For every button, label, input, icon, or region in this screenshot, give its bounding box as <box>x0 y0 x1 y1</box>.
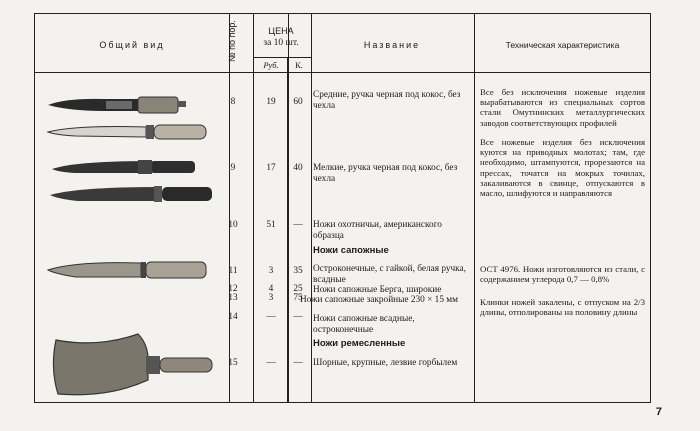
header-rub: Руб. <box>263 60 279 70</box>
header-price-sub: за 10 шт. <box>263 38 299 48</box>
header-price: ЦЕНА <box>268 26 294 36</box>
row-11-kop: 35 <box>293 266 303 276</box>
header-general-view: Общий вид <box>99 40 165 50</box>
row-13-number: 13 <box>228 293 238 303</box>
row-15-name: Шорные, крупные, лезвие горбылем <box>313 358 458 368</box>
row-14-number: 14 <box>228 312 238 322</box>
tech-block-4: Клинки ножей закалены, с отпуском на 2/3 длины, отполированы на половину длины <box>480 297 645 318</box>
section-shoe-knives: Ножи сапожные <box>313 245 389 256</box>
row-15-number: 15 <box>228 358 238 368</box>
row-12-name: Ножи сапожные Берга, широкие <box>313 285 442 295</box>
rub-kop-divider <box>253 57 254 72</box>
row-10-number: 10 <box>228 220 238 230</box>
row-9-name: Мелкие, ручка черная под кокос, без чехла <box>313 163 458 184</box>
row-15-rub: — <box>266 358 276 368</box>
price-subdivider <box>253 57 311 58</box>
row-13-kop: 75 <box>293 293 303 303</box>
row-8-rub: 19 <box>266 97 276 107</box>
row-8-name: Средние, ручка черная под кокос, без чехла <box>313 90 461 111</box>
row-9-kop: 40 <box>293 163 303 173</box>
row-14-rub: — <box>266 312 276 322</box>
row-11-rub: 3 <box>268 266 274 276</box>
knife-illustration-9b <box>48 183 218 205</box>
knife-illustration-15 <box>48 328 218 400</box>
header-name: Название <box>363 40 421 50</box>
row-13-name: Ножи сапожные закройные 230 × 15 мм <box>300 295 459 305</box>
section-craft-knives: Ножи ремесленные <box>313 338 406 349</box>
row-12-number: 12 <box>228 284 238 294</box>
header-divider <box>35 72 650 73</box>
knife-illustration-9a <box>50 157 200 177</box>
row-8-kop: 60 <box>293 97 303 107</box>
header-tech: Техническая характеристика <box>505 40 620 50</box>
header-row-number: № по пор. <box>227 20 237 62</box>
tech-block-3: ОСТ 4976. Ножи изготовляются из стали, с содержанием углерода 0,7 — 0,8% <box>480 264 645 285</box>
row-14-kop: — <box>293 312 303 322</box>
knife-illustration-11 <box>46 258 211 282</box>
row-13-rub: 3 <box>268 293 274 303</box>
row-11-number: 11 <box>228 266 238 276</box>
row-12-kop: 25 <box>293 284 303 294</box>
row-10-name: Ножи охотничьи, американского образца <box>313 220 442 241</box>
row-8-number: 8 <box>230 97 236 107</box>
page-number: 7 <box>655 406 662 418</box>
tech-block-2: Все ножевые изделия без исключения куются на приводных молотах; там, где необходимо, штампуются, прорезаются на прессах, точатся на мокрых точилах, закаливаются в свинце, отпускаются в масло, шлифуются и направляются <box>480 137 645 199</box>
row-10-rub: 51 <box>266 220 276 230</box>
row-11-name: Остроконечные, с гайкой, белая ручка, всадные <box>313 264 467 285</box>
knife-illustration-8b <box>46 122 211 142</box>
row-10-kop: — <box>293 220 303 230</box>
row-9-rub: 17 <box>266 163 276 173</box>
tech-block-1: Все без исключения ножевые изделия вырабатываются из специальных сортов стали Омутнинских металлургических заводов соответствующих профилей <box>480 87 645 128</box>
row-9-number: 9 <box>230 163 236 173</box>
row-12-rub: 4 <box>268 284 274 294</box>
row-15-kop: — <box>293 358 303 368</box>
header-kop: К. <box>295 60 303 70</box>
knife-illustration-8a <box>46 94 196 116</box>
row-14-name: Ножи сапожные всадные, остроконечные <box>313 314 415 335</box>
